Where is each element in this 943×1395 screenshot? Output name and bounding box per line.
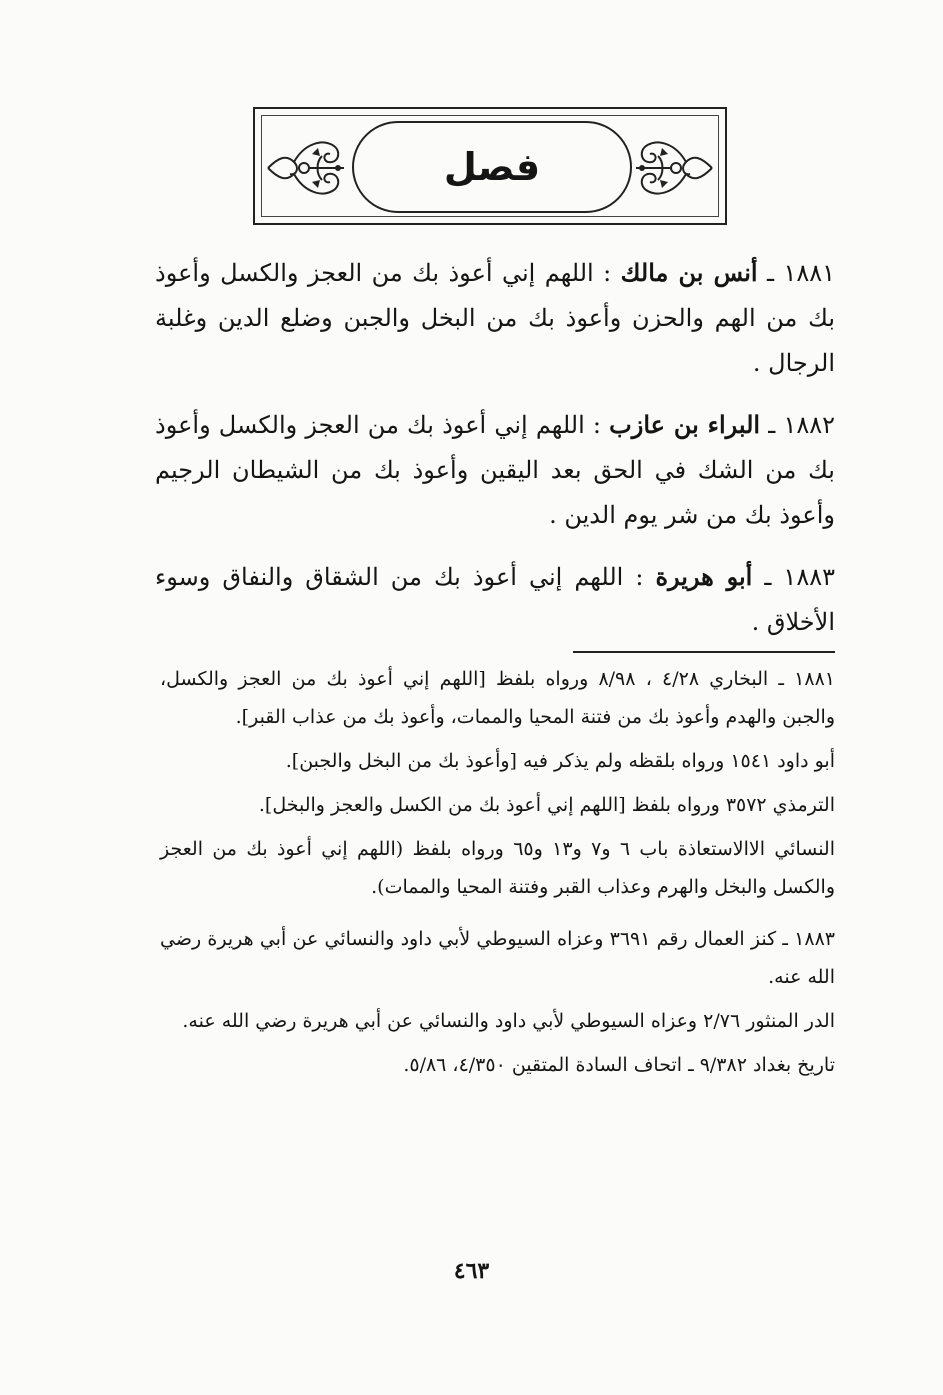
footnote-1883-tarikh: تاريخ بغداد ٩/٣٨٢ ـ اتحاف السادة المتقين ٤/٣٥٠، ٥/٨٦. [403,1054,835,1076]
footnote-1881-bukhari: ١٨٨١ ـ البخاري ٤/٢٨ ، ٨/٩٨ ورواه بلفظ [اللهم إني أعوذ بك من العجز والكسل، والجبن والهدم وأعوذ بك من فتنة المحيا والممات، وأعوذ بك من عذاب القبر]. [160,668,835,728]
entry-number: ١٨٨٣ ـ [764,563,835,591]
footnote-divider [573,651,835,653]
entry-number: ١٨٨٢ ـ [768,411,835,439]
hadith-entry-1882 [155,402,835,538]
hadith-entry-1881 [155,250,835,386]
title-cartouche [352,121,632,213]
entry-text: : اللهم إني أعوذ بك من العجز والكسل وأعوذ بك من الشك في الحق بعد اليقين وأعوذ بك من الشيطان الرجيم وأعوذ بك من شر يوم الدين . [155,411,835,529]
chapter-title: فصل [443,145,541,189]
arabesque-ornament-icon [632,124,716,212]
hadith-entries [155,250,835,661]
entry-narrator: أبو هريرة [655,562,753,591]
entry-text: : اللهم إني أعوذ بك من العجز والكسل وأعوذ بك من الهم والحزن وأعوذ بك من البخل والجبن وضلع الدين وغلبة الرجال . [155,259,835,377]
footnote-1883-kanz: ١٨٨٣ ـ كنز العمال رقم ٣٦٩١ وعزاه السيوطي لأبي داود والنسائي عن أبي هريرة رضي الله عنه. [160,928,835,988]
entry-text: : اللهم إني أعوذ بك من الشقاق والنفاق وسوء الأخلاق . [155,563,835,636]
arabesque-ornament-icon [264,124,348,212]
footnote-1881-nasai: النسائي الاالاستعاذة باب ٦ و٧ و١٣ و٦٥ ورواه بلفظ (اللهم إني أعوذ بك من العجز والكسل والبخل والهرم وعذاب القبر وفتنة المحيا والممات). [160,838,835,898]
footnote-1881-abu-dawud: أبو داود ١٥٤١ ورواه بلقظه ولم يذكر فيه [وأعوذ بك من البخل والجبن]. [285,750,835,772]
page-number: ٤٦٣ [453,1258,490,1284]
hadith-entry-1883 [155,554,835,645]
header-inner-border [261,115,719,217]
chapter-header [253,107,727,225]
footnote-1881-tirmidhi: الترمذي ٣٥٧٢ ورواه بلفظ [اللهم إني أعوذ بك من الكسل والعجز والبخل]. [258,794,835,816]
entry-narrator: أنس بن مالك [620,258,758,287]
footnote-1883-durr: الدر المنثور ٢/٧٦ وعزاه السيوطي لأبي داود والنسائي عن أبي هريرة رضي الله عنه. [182,1010,835,1032]
entry-number: ١٨٨١ ـ [766,259,835,287]
footnotes [160,660,835,1090]
entry-narrator: البراء بن عازب [609,410,761,439]
